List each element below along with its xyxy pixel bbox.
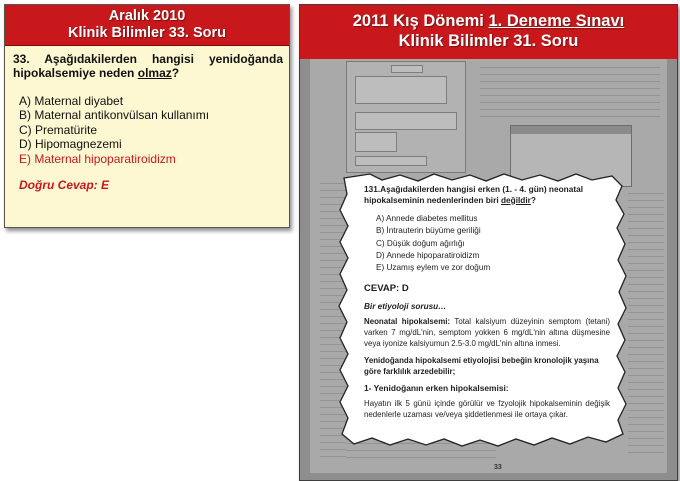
left-option-b: B) Maternal antikonvülsan kullanımı	[19, 108, 210, 123]
card-content	[364, 184, 610, 421]
right-panel-header	[300, 5, 677, 59]
card-section-title: 1- Yenidoğanın erken hipokalsemisi:	[364, 383, 509, 394]
card-option-d: D) Annede hipoparatiroidizm	[376, 250, 480, 260]
left-option-e-correct: E) Maternal hipoparatiroidizm	[19, 151, 176, 166]
card-option-e: E) Uzamış eylem ve zor doğum	[376, 263, 491, 273]
right-header-title: Klinik Bilimler 31. Soru	[398, 32, 579, 50]
card-paragraph-definition: Neonatal hipokalsemi: Total kalsiyum düzeyinin semptom (tetani) varken 7 mg/dL'nin, semptom yokken 6 mg/dL'nin altına düşmesine veya iyonize kalsiyumun 2.5-3.0 mg/dL'nin altına inmesi.	[364, 317, 611, 348]
card-options-list	[376, 213, 610, 274]
card-subheading: Bir etiyoloji sorusu…	[364, 302, 447, 312]
left-option-c: C) Prematürite	[19, 122, 98, 137]
card-question: 131.Aşağıdakilerden hangisi erken (1. - 4. gün) neonatal hipokalseminin nedenlerinden biri değildir?	[364, 184, 584, 205]
left-header-title: Klinik Bilimler 33. Soru	[68, 25, 226, 41]
left-panel-header	[5, 5, 289, 46]
left-question-stem: Aşağıdakilerden hangisi yenidoğanda hipokalsemiye neden olmaz?	[13, 52, 284, 80]
left-question	[5, 46, 289, 80]
torn-answer-card	[330, 172, 630, 449]
card-paragraph-early: Hayatın ilk 5 günü içinde görülür ve fzyolojik hipokalseminin değişik nedenlerle uzaması ve/veya şiddetlenmesi ile ortaya çıkar.	[364, 399, 610, 420]
card-option-b: B) İntrauterin büyüme geriliği	[376, 226, 481, 236]
left-header-date: Aralık 2010	[108, 8, 186, 24]
card-option-a: A) Annede diabetes mellitus	[376, 214, 478, 223]
background-right-text	[628, 189, 664, 459]
left-answer: Doğru Cevap: E	[19, 178, 110, 193]
background-text-block	[480, 63, 660, 123]
background-flowchart	[346, 61, 466, 173]
left-option-a: A) Maternal diyabet	[19, 94, 124, 108]
card-option-c: C) Düşük doğum ağırlığı	[376, 238, 465, 248]
card-answer: CEVAP: D	[364, 283, 409, 295]
left-question-panel	[4, 4, 290, 228]
left-options-list	[19, 94, 289, 166]
left-question-number: 33.	[13, 52, 30, 66]
card-paragraph-etiology: Yenidoğanda hipokalsemi etiyolojisi bebeğin kronolojik yaşına göre farklılık arzedebilir;	[364, 356, 599, 376]
background-page-number: 33	[494, 464, 502, 471]
left-option-d: D) Hipomagnezemi	[19, 137, 122, 152]
right-header-exam: 2011 Kış Dönemi 1. Deneme Sınavı	[352, 12, 625, 30]
